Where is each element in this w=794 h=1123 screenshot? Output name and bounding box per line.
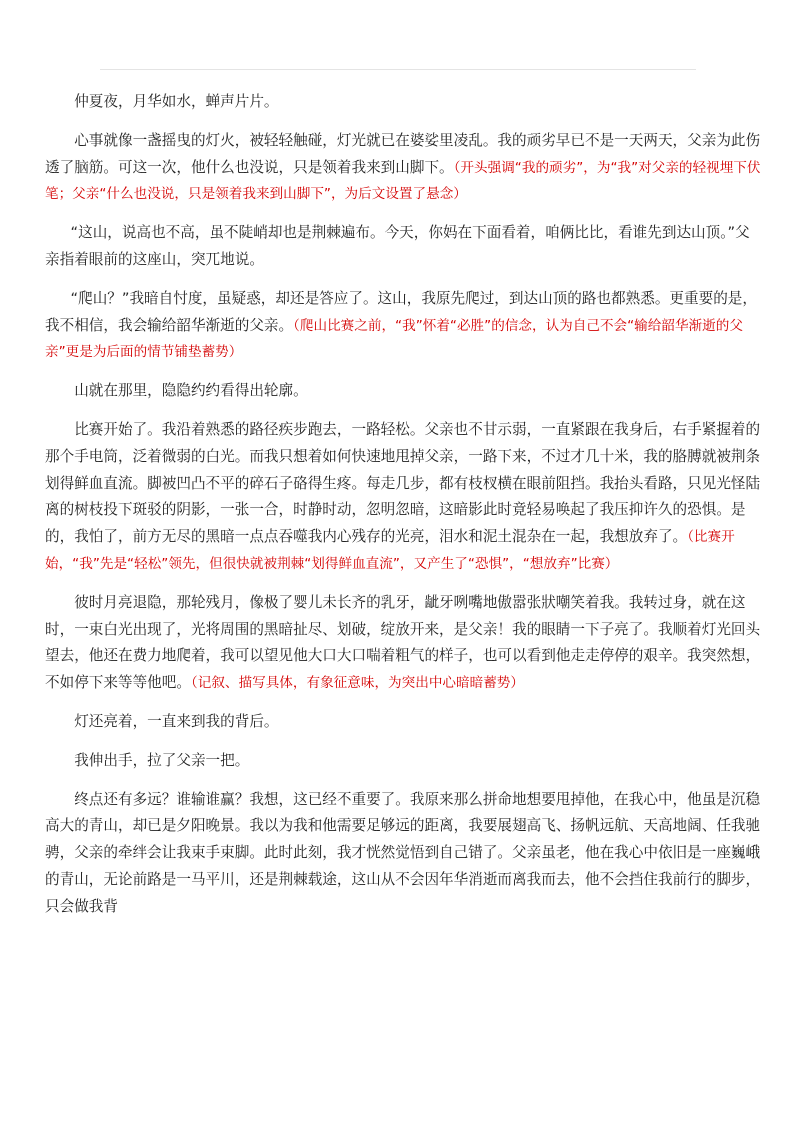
paragraph-6	[45, 417, 763, 578]
paragraph-5	[45, 378, 763, 405]
paragraph-3	[45, 220, 763, 274]
paragraph-text: 山就在那里，隐隐约约看得出轮廓。	[74, 382, 308, 400]
annotation-note: （爬山比赛之前，“我”怀着“必胜”的信念，认为自己不会“输给韶华渐逝的父亲”更是为后面的情节铺垫蓄势）	[45, 317, 743, 361]
paragraph-text: 心事就像一盏摇曳的灯火，被轻轻触碰，灯光就已在婆娑里凌乱。我的顽劣早已不是一天两天，父亲为此伤透了脑筋。可这一次，他什么也没说，只是领着我来到山脚下。	[45, 131, 761, 176]
paragraph-10	[45, 787, 763, 921]
paragraph-text: “爬山？”我暗自忖度，虽疑惑，却还是答应了。这山，我原先爬过，到达山顶的路也都熟悉。更重要的是，我不相信，我会输给韶华渐逝的父亲。	[45, 289, 757, 334]
paragraph-1	[45, 89, 763, 116]
paragraph-8	[45, 709, 763, 736]
paragraph-7	[45, 590, 763, 697]
paragraph-text: 终点还有多远？谁输谁赢？我想，这已经不重要了。我原来那么拼命地想要甩掉他，在我心中，他虽是沉稳高大的青山，却已是夕阳晚景。我以为我和他需要足够远的距离，我要展翅高飞、扬帆远航、天高地阔、任我驰骋，父亲的牵绊会让我束手束脚。此时此刻，我才恍然觉悟到自己错了。父亲虽老，他在我心中依旧是一座巍峨的青山，无论前路是一马平川，还是荆棘载途，这山从不会因年华消逝而离我而去，他不会挡住我前行的脚步，只会做我背	[45, 790, 761, 915]
paragraph-text: 我伸出手，拉了父亲一把。	[74, 751, 250, 769]
header-divider	[100, 69, 696, 70]
paragraph-text: 仲夏夜，月华如水，蝉声片片。	[74, 93, 279, 110]
paragraph-2	[45, 128, 763, 208]
paragraph-text: 彼时月亮退隐，那轮残月，像极了婴儿未长齐的乳牙，龇牙咧嘴地傲嚣张狀嘲笑着我。我转过身，就在这时，一束白光出现了，光将周围的黑暗扯尽、划破，绽放开来，是父亲！我的眼睛一下子亮了。我顺着灯光回头望去，他还在费力地爬着，我可以望见他大口大口喘着粗气的样子，也可以看到他走走停停的艰辛。我突然想，不如停下来等等他吧。	[45, 593, 761, 692]
annotation-note: （比赛开始，“我”先是“轻松”领先，但很快就被荆棘“划得鲜血直流”，又产生了“恐惧”，“想放弃”比赛）	[45, 529, 735, 572]
paragraph-9	[45, 748, 763, 775]
article-body	[45, 89, 763, 933]
paragraph-4	[45, 286, 763, 366]
paragraph-text: 比赛开始了。我沿着熟悉的路径疾步跑去，一路轻松。父亲也不甘示弱，一直紧跟在我身后，右手紧握着的那个手电筒，泛着微弱的白光。而我只想着如何快速地甩掉父亲，一路下来，不过才几十米，我的胳膊就被荆条划得鲜血直流。脚被凹凸不平的碎石子硌得生疼。每走几步，都有枝杈横在眼前阻挡。我抬头看路，只见光怪陆离的树枝投下斑驳的阴影，一张一合，时静时动，忽明忽暗，这暗影此时竟轻易唤起了我压抑许久的恐惧。是的，我怕了，前方无尽的黑暗一点点吞噬我内心残存的光亮，泪水和泥土混杂在一起，我想放弃了。	[45, 420, 761, 546]
paragraph-text: 灯还亮着，一直来到我的背后。	[74, 712, 279, 730]
annotation-note: （开头强调“我的顽劣”，为“我”对父亲的轻视埋下伏笔；父亲“什么也没说，只是领着我来到山脚下”，为后文设置了悬念）	[45, 159, 761, 203]
annotation-note: （记叙、描写具体，有象征意味，为突出中心暗暗蓄势）	[190, 675, 524, 692]
paragraph-text: “这山，说高也不高，虽不陡峭却也是荆棘遍布。今天，你妈在下面看着，咱俩比比，看谁先到达山顶。”父亲指着眼前的这座山，突兀地说。	[45, 224, 750, 268]
